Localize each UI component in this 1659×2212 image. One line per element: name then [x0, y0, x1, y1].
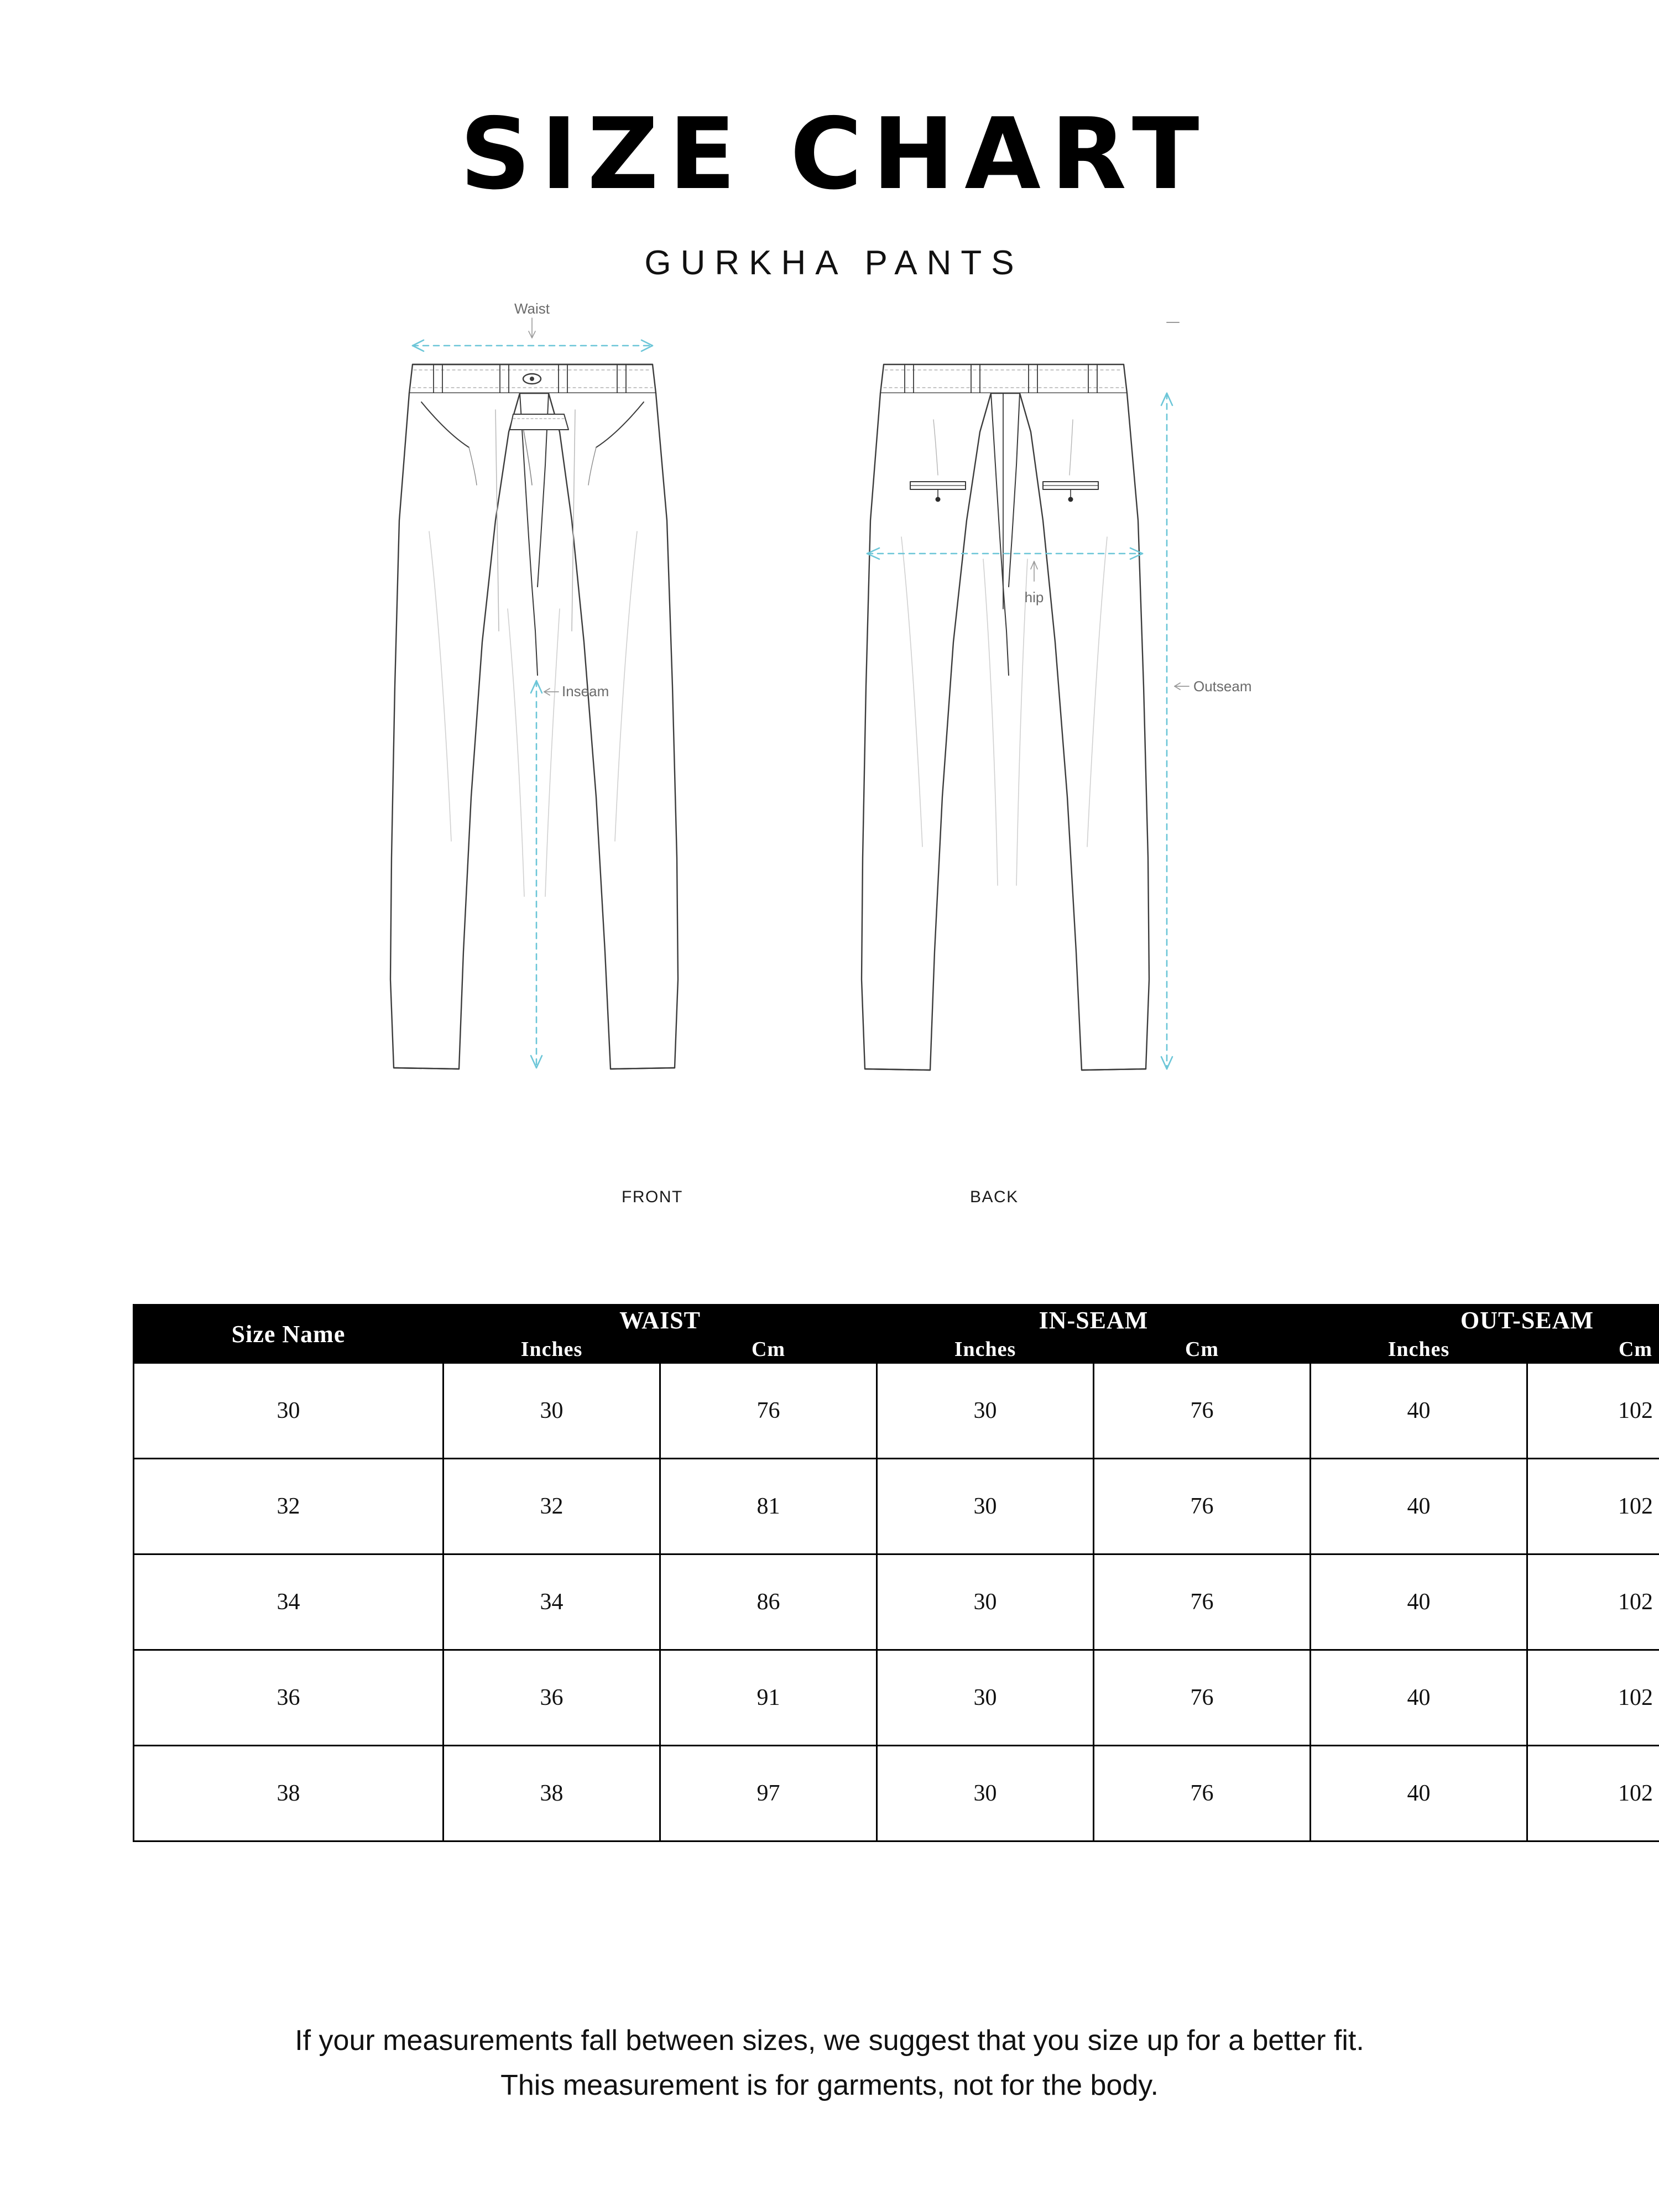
cell-inseam-cm: 76: [1094, 1746, 1311, 1841]
pants-diagram-svg: [276, 299, 1383, 1118]
size-table: [133, 1304, 1659, 1842]
cell-outseam-inches: 40: [1311, 1363, 1527, 1459]
footnote-line-2: This measurement is for garments, not for the body.: [500, 2069, 1159, 2101]
cell-inseam-cm: 76: [1094, 1554, 1311, 1650]
cell-size: 38: [134, 1746, 444, 1841]
annotation-hip-label: hip: [1024, 589, 1044, 606]
cell-outseam-inches: 40: [1311, 1554, 1527, 1650]
header-inseam-inches: Inches: [877, 1336, 1094, 1363]
cell-waist-cm: 76: [660, 1363, 877, 1459]
cell-outseam-cm: 102: [1527, 1746, 1659, 1841]
header-inseam-cm: Cm: [1094, 1336, 1311, 1363]
cell-inseam-cm: 76: [1094, 1459, 1311, 1554]
cell-outseam-cm: 102: [1527, 1459, 1659, 1554]
cell-waist-cm: 86: [660, 1554, 877, 1650]
table-header-group-row: [134, 1305, 1659, 1336]
page-subtitle: GURKHA PANTS: [644, 244, 1024, 282]
page-header: [0, 0, 1659, 283]
cell-size: 34: [134, 1554, 444, 1650]
header-size-name: Size Name: [134, 1305, 444, 1363]
cell-outseam-cm: 102: [1527, 1650, 1659, 1746]
cell-size: 30: [134, 1363, 444, 1459]
cell-inseam-inches: 30: [877, 1554, 1094, 1650]
table-row: [134, 1650, 1659, 1746]
footnote-line-1: If your measurements fall between sizes, we suggest that you size up for a better fit.: [295, 2025, 1364, 2057]
annotation-inseam-label: Inseam: [562, 683, 609, 700]
header-outseam-cm: Cm: [1527, 1336, 1659, 1363]
header-waist-inches: Inches: [444, 1336, 660, 1363]
table-row: [134, 1363, 1659, 1459]
cell-outseam-inches: 40: [1311, 1746, 1527, 1841]
cell-waist-inches: 32: [444, 1459, 660, 1554]
cell-inseam-inches: 30: [877, 1459, 1094, 1554]
table-row: [134, 1554, 1659, 1650]
cell-waist-cm: 91: [660, 1650, 877, 1746]
cell-waist-inches: 36: [444, 1650, 660, 1746]
header-outseam: OUT-SEAM: [1311, 1305, 1659, 1336]
size-table-container: [133, 1304, 1653, 1842]
page-title: SIZE CHART: [460, 97, 1209, 211]
header-waist-cm: Cm: [660, 1336, 877, 1363]
front-pants-illustration: [390, 364, 678, 1069]
cell-outseam-cm: 102: [1527, 1363, 1659, 1459]
cell-inseam-inches: 30: [877, 1650, 1094, 1746]
cell-waist-inches: 30: [444, 1363, 660, 1459]
cell-outseam-inches: 40: [1311, 1650, 1527, 1746]
cell-size: 36: [134, 1650, 444, 1746]
cell-outseam-cm: 102: [1527, 1554, 1659, 1650]
annotation-outseam-label: Outseam: [1193, 678, 1252, 695]
back-pants-illustration: [862, 322, 1179, 1070]
cell-waist-inches: 38: [444, 1746, 660, 1841]
table-row: [134, 1746, 1659, 1841]
front-view-label: FRONT: [622, 1188, 683, 1206]
cell-size: 32: [134, 1459, 444, 1554]
table-row: [134, 1459, 1659, 1554]
back-view-label: BACK: [970, 1188, 1019, 1206]
cell-outseam-inches: 40: [1311, 1459, 1527, 1554]
cell-inseam-inches: 30: [877, 1746, 1094, 1841]
cell-waist-inches: 34: [444, 1554, 660, 1650]
pants-technical-drawing: [0, 299, 1659, 1129]
annotation-waist-label: Waist: [514, 300, 550, 317]
header-waist: WAIST: [444, 1305, 877, 1336]
cell-inseam-inches: 30: [877, 1363, 1094, 1459]
header-inseam: IN-SEAM: [877, 1305, 1311, 1336]
cell-inseam-cm: 76: [1094, 1363, 1311, 1459]
header-outseam-inches: Inches: [1311, 1336, 1527, 1363]
cell-inseam-cm: 76: [1094, 1650, 1311, 1746]
cell-waist-cm: 81: [660, 1459, 877, 1554]
cell-waist-cm: 97: [660, 1746, 877, 1841]
footnote: [0, 2018, 1659, 2107]
